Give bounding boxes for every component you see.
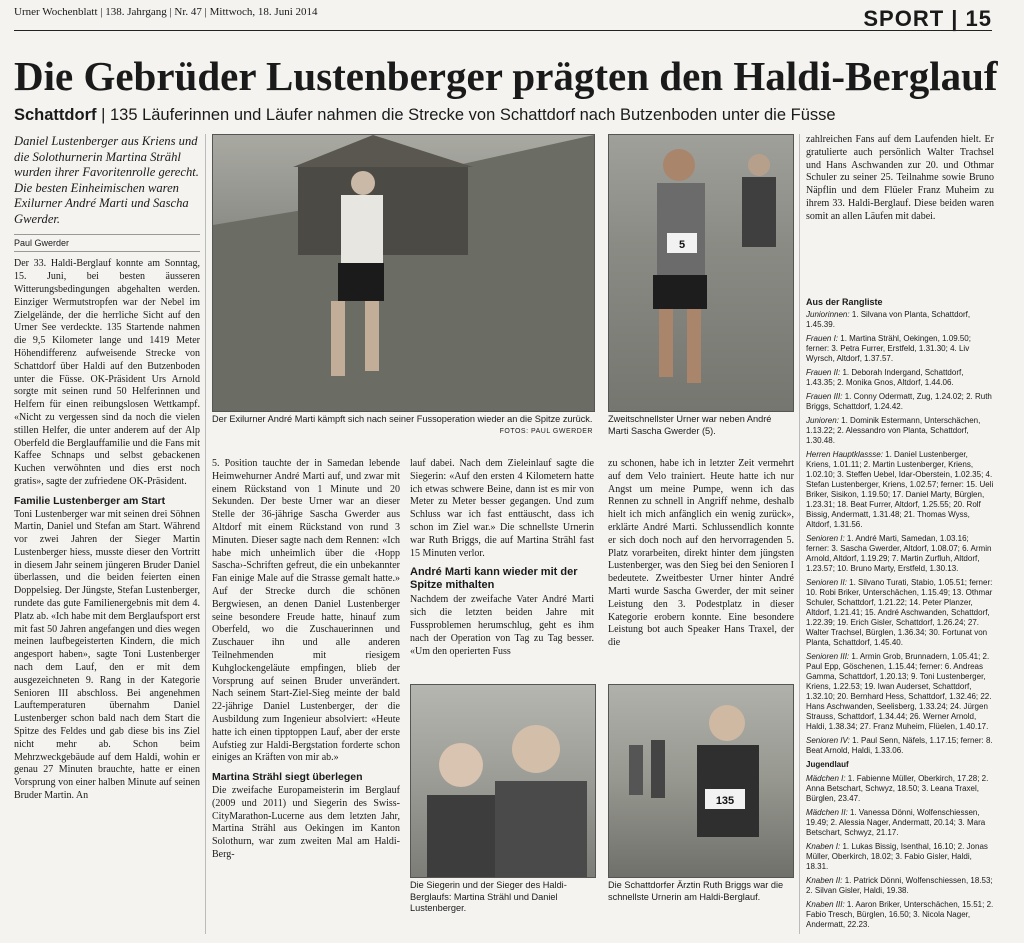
- headline: Die Gebrüder Lustenberger prägten den Haldi-Berglauf: [14, 53, 998, 99]
- result-category: Frauen III:: [806, 392, 843, 401]
- section-label: SPORT | 15: [863, 6, 992, 31]
- photo-credit: FOTOS: PAUL GWERDER: [499, 427, 593, 435]
- result-text: 1. Patrick Dönni, Wolfenschiessen, 18.53; 2. Silvan Gisler, Haldi, 19.38.: [806, 876, 993, 895]
- result-entry: [806, 578, 994, 648]
- result-text: 1. Aaron Briker, Unterschächen, 15.51; 2. Fabio Tresch, Bürglen, 16.50; 3. Nicola Nager, Andermatt, 22.23.: [806, 900, 994, 929]
- result-category: Jugendlauf: [806, 760, 849, 769]
- result-category: Knaben I:: [806, 842, 841, 851]
- result-category: Juniorinnen:: [806, 310, 850, 319]
- result-category: Senioren III:: [806, 652, 850, 661]
- photo-andre-marti: [212, 134, 595, 412]
- photo-4-illustration: [609, 685, 793, 877]
- photo-ruth-briggs: [608, 684, 794, 878]
- result-category: Herren Hauptklassse:: [806, 450, 883, 459]
- bib-number-135: 135: [715, 795, 735, 807]
- results-list: [806, 310, 994, 930]
- column-1: [14, 134, 200, 803]
- column-2: [212, 458, 400, 862]
- result-entry: [806, 368, 994, 388]
- photo-2-illustration: [609, 135, 793, 411]
- photo-winners: [410, 684, 596, 878]
- col1-paragraph-2: Toni Lustenberger war mit seinen drei Söhnen Martin, Daniel und Stefan am Start. Während vor zwei Jahren der Sieger Martin Lustenberger hiess, musste dieser den Vortritt in diesem Jahr seinem jüngeren Bruder Daniel überlassen, und die beiden feierten einen Doppelsieg. Der Jüngste, Stefan Lustenberger, rundete das gute Familienergebnis mit dem 4. Platz ab. «Ich habe mit dem Berglaufsport erst mit fast 50 Jahren angefangen und dies wegen meinen laufbegeisterten Kindern, die mich angesport haben», sagte Toni Lustenberger nach dem Lauf, den er mit dem ausgezeichneten 9. Rang in der Kategorie Senioren III abschloss. Bei angenehmen Lauftemperaturen übernahm Daniel Lustenberger schon bald nach dem Start die Spitze des Feldes und gab diese bis ins Ziel nicht mehr ab. Schon beim Mehrzweckgebäude auf dem Haldi, wohin er genau 27 Minuten brauchte, hatte er einen Vorsprung von einer halben Minute auf seinen Bruder Martin. An: [14, 508, 200, 802]
- result-entry: [806, 450, 994, 530]
- result-text: 1. Conny Odermatt, Zug, 1.24.02; 2. Ruth Briggs, Schattdorf, 1.24.42.: [806, 392, 992, 411]
- photo-3-illustration: [411, 685, 595, 877]
- result-text: 1. Silvano Turati, Stabio, 1.05.51; ferner: 10. Robi Briker, Unterschächen, 1.15.49; 13. Othmar Schuler, Schattdorf, 1.21.22; 14. Peter Planzer, Altdorf, 1.21.41; 15. André Aschwanden, Schattdorf, 1.22.39; 19. Erich Gisler, Schattdorf, 1.26.24; 27. Walter Trachsel, Bürglen, 1.36.34; 30. Fortunat von Planta, Schattdorf, 1.45.40.: [806, 578, 993, 647]
- result-text: 1. Paul Senn, Näfels, 1.17.15; ferner: 8. Beat Arnold, Haldi, 1.33.06.: [806, 736, 993, 755]
- result-category: Frauen I:: [806, 334, 839, 343]
- col2-paragraph-1: 5. Position tauchte der in Samedan lebende Heimwehurner André Marti auf, und zwar mit einem Rückstand von 1 Minute und 20 Sekunden. Der beste Urner war an dieser Stelle der 36-jährige Sascha Gwerder aus Altdorf mit einem Rückstand von rund 3 Minuten. Dieser sagte nach dem Rennen: «Ich habe mich unheimlich über die ‹Hopp Sascha›-Schriften gefreut, die ein unbekannter Fan einige Male auf die Strasse gemalt hatte.» Auf der Strecke durch die schönen Bergwiesen, an denen Daniel Lustenberger seine besondere Freude hatte, hinauf zum Oberfeld, wo die Zuschauerinnen und Zuschauer ihn und alle anderen Teilnehmenden mit riesigem Kuhglockengeläute empfingen, blieb der Vorsprung auf seinen Bruder unverändert. Nach seinem Start-Ziel-Sieg meinte der bald 22-jährige Daniel Lustenberger, der die Ausbildung zum Ingenieur absolviert: «Heute hatte ich einen tipptoppen Lauf, aber der erste Aufstieg zur Haldi-Bergstation forderte schon einiges an Kräften von mir ab.»: [212, 458, 400, 764]
- column-4: [608, 458, 794, 650]
- result-entry: [806, 774, 994, 804]
- col3-subheading: André Marti kann wieder mit der Spitze mithalten: [410, 566, 578, 592]
- result-entry: [806, 876, 994, 896]
- column-divider: [205, 134, 206, 934]
- result-category: Senioren IV:: [806, 736, 850, 745]
- subheadline-place: Schattdorf: [14, 106, 97, 124]
- result-text: 1. André Marti, Samedan, 1.03.16; ferner: 3. Sascha Gwerder, Altdorf, 1.08.07; 6. Armin Arnold, Altdorf, 1.19.29; 7. Martin Zurfluh, Altdorf, 1.23.57; 10. Bruno Marty, Erstfeld, 1.30.13.: [806, 534, 992, 573]
- result-category: Frauen II:: [806, 368, 841, 377]
- subheadline: [14, 106, 836, 125]
- result-text: 1. Vanessa Dönni, Wolfenschiessen, 19.49; 2. Alessia Nager, Andermatt, 20.14; 3. Mara Betschart, Schwyz, 21.17.: [806, 808, 986, 837]
- column-5: [806, 134, 994, 224]
- photo-4-caption: Die Schattdorfer Ärztin Ruth Briggs war die schnellste Urnerin am Haldi-Berglauf.: [608, 880, 784, 902]
- col1-paragraph-1: Der 33. Haldi-Berglauf konnte am Sonntag, 15. Juni, bei besten äusseren Witterungsbedingungen abgehalten werden. Einziger Wermutstropfen war der Nebel im Zielgelände, der die herrliche Sicht auf den Urner See verdeckte. 135 Startende nahmen die 9,5 Kilometer lange und 1419 Meter Höhendifferenz aufweisende Strecke von Schattdorf über Haldi auf den Butzenboden unter die Füsse. OK-Präsident Urs Arnold sorgte mit seinen rund 50 Helferinnen und Helfern für einen reibungslosen Wettkampf. «Nicht zu vergessen sind da noch die vielen stillen Helfer, die unter anderem auf der Alp Oberfeld die Berglauffamilie und die Fans mit Kaffee Schnaps und selbst gebackenen Kuchen verwöhnten und dies erst noch gratis», sagte der zufriedene OK-Präsident.: [14, 258, 200, 487]
- result-entry: [806, 310, 994, 330]
- photo-1-caption-text: Der Exilurner André Marti kämpft sich nach seiner Fussoperation wieder an die Spitze zurück.: [212, 414, 593, 424]
- results-title: Aus der Rangliste: [806, 297, 883, 307]
- result-entry: [806, 416, 994, 446]
- result-text: 1. Silvana von Planta, Schattdorf, 1.45.39.: [806, 310, 971, 329]
- photo-3-caption: Die Siegerin und der Sieger des Haldi-Berglaufs: Martina Strähl und Daniel Lustenberger.: [410, 880, 567, 913]
- result-category: Knaben II:: [806, 876, 843, 885]
- result-category: Senioren II:: [806, 578, 847, 587]
- photo-1-caption: [212, 414, 593, 437]
- column-3: [410, 458, 594, 658]
- result-category: Mädchen I:: [806, 774, 846, 783]
- result-text: 1. Fabienne Müller, Oberkirch, 17.28; 2. Anna Betschart, Schwyz, 18.50; 3. Leana Traxel, Bürglen, 23.47.: [806, 774, 989, 803]
- col3-paragraph-2: Nachdem der zweifache Vater André Marti sich die letzten beiden Jahre mit Fussproblemen herumschlug, geht es ihm nach der Operation von Tag zu Tag besser. «Um den operierten Fuss: [410, 594, 594, 657]
- result-text: 1. Daniel Lustenberger, Kriens, 1.01.11; 2. Martin Lustenberger, Kriens, 1.02.10; 3. Steffen Uebel, Idar-Oberstein, 1.02.35; 4. Stefan Lustenberger, Kriens, 1.02.57; ferner: 15. Ueli Briker, Sisikon, 1.19.50; 17. Daniel Marty, Bürglen, 1.23.31; 18. Beat Furrer, Altdorf, 1.25.55; 20. Rolf Bissig, Andermatt, 1.31.48; 21. Thomas Wyss, Altdorf, 1.31.56.: [806, 450, 994, 529]
- header-meta: Urner Wochenblatt | 138. Jahrgang | Nr. 47 | Mittwoch, 18. Juni 2014: [14, 6, 318, 18]
- col1-subheading: Familie Lustenberger am Start: [14, 494, 166, 507]
- col2-subheading: Martina Strähl siegt überlegen: [212, 771, 363, 784]
- bib-number-5: 5: [678, 239, 686, 251]
- results-box: [806, 297, 994, 934]
- result-text: 1. Deborah Indergand, Schattdorf, 1.43.35; 2. Monika Gnos, Altdorf, 1.44.06.: [806, 368, 964, 387]
- result-text: 1. Martina Strähl, Oekingen, 1.09.50; ferner: 3. Petra Furrer, Erstfeld, 1.31.30; 4. Liv Wyrsch, Altdorf, 1.37.57.: [806, 334, 971, 363]
- col2-paragraph-2: Die zweifache Europameisterin im Berglauf (2009 und 2011) und Siegerin des Swiss-CityMarathon-Lucerne aus dem letzten Jahr, Martina Strähl aus Oekingen im Kanton Solothurn, war zum zweiten Mal am Haldi-Berg-: [212, 784, 400, 860]
- result-category: Mädchen II:: [806, 808, 848, 817]
- result-entry: [806, 652, 994, 732]
- result-entry: [806, 736, 994, 756]
- col3-paragraph-1: lauf dabei. Nach dem Zieleinlauf sagte die Siegerin: «Auf den ersten 4 Kilometern hatte ich etwas schwere Beine, dann ist es mir von Meter zu Meter besser gegangen. Und zum Schluss war ich fast enttäuscht, dass ich schon im Ziel war.» Die schnellste Urnerin war Ruth Briggs, die auf Martina Strähl fast 15 Minuten verlor.: [410, 458, 594, 559]
- result-entry: [806, 808, 994, 838]
- photo-sascha-gwerder: [608, 134, 794, 412]
- result-text: 1. Dominik Estermann, Unterschächen, 1.13.22; 2. Alessandro von Planta, Schattdorf, 1.30.48.: [806, 416, 981, 445]
- lead-text: Daniel Lustenberger aus Kriens und die Solothurnerin Martina Strähl wurden ihrer Favoritenrolle gerecht. Die besten Einheimischen waren Exilurner André Marti und Sascha Gwerder.: [14, 134, 199, 226]
- result-entry: [806, 534, 994, 574]
- author-byline: Paul Gwerder: [14, 234, 200, 253]
- photo-2-caption: Zweitschnellster Urner war neben André Marti Sascha Gwerder (5).: [608, 414, 772, 436]
- result-entry: [806, 760, 994, 770]
- result-category: Senioren I:: [806, 534, 845, 543]
- result-entry: [806, 900, 994, 930]
- result-category: Knaben III:: [806, 900, 845, 909]
- result-entry: [806, 392, 994, 412]
- col5-paragraph-1: zahlreichen Fans auf dem Laufenden hielt. Er gratulierte auch persönlich Walter Trachsel und Hans Aschwanden zur 20. und Othmar Schuler zu seiner 25. Teilnahme sowie Bruno Näpflin und dem Flüeler Franz Muheim zu ihrem 33. Haldi-Berglauf. Diese beiden waren somit an allen Läufen mit dabei.: [806, 134, 994, 222]
- result-text: 1. Armin Grob, Brunnadern, 1.05.41; 2. Paul Epp, Göschenen, 1.15.44; ferner: 6. Andreas Gamma, Schattdorf, 1.20.13; 9. Toni Lustenberger, Kriens, 1.22.53; 19. Iwan Auderset, Schattdorf, 1.32.10; 20. Bernhard Hess, Schattdorf, 1.32.46; 22. Hans Aschwanden, Seelisberg, 1.33.24; 24. Jürgen Strauss, Schattdorf, 1.34.44; 26. Werner Arnold, Haldi, 1.38.34; 27. Franz Muheim, Flüelen, 1.40.17.: [806, 652, 992, 731]
- photo-1-illustration: [213, 135, 594, 411]
- result-text: 1. Lukas Bissig, Isenthal, 16.10; 2. Jonas Müller, Oberkirch, 18.02; 3. Fabio Gisler, Haldi, 18.31.: [806, 842, 988, 871]
- result-category: Junioren:: [806, 416, 839, 425]
- header-rule: [14, 30, 992, 31]
- col4-paragraph-1: zu schonen, habe ich in letzter Zeit vermehrt auf dem Velo trainiert. Heute hatte ich nur Angst um meine Pumpe, wenn ich das Rennen zu schnell in Angriff nehme, deshalb hielt ich mich anfänglich ein wenig zurück», erklärte André Marti. Schlussendlich konnte er sich doch noch auf den hervorragenden 5. Platz vorarbeiten, direkt hinter dem jüngsten Lustenberger, was den Sieg bei den Senioren I bedeutete. Zweitbester Urner hinter André Marti wurde Sascha Gwerder, der mit seiner Leistung den 3. Podestplatz in dieser Kategorie erobern konnte. Eine besondere Leistung bot auch Speaker Hans Traxel, der die: [608, 458, 794, 649]
- result-entry: [806, 334, 994, 364]
- column-divider-right: [799, 134, 800, 934]
- result-entry: [806, 842, 994, 872]
- page-header: [14, 6, 992, 31]
- subheadline-text: | 135 Läuferinnen und Läufer nahmen die Strecke von Schattdorf nach Butzenboden unter die Füsse: [101, 106, 836, 124]
